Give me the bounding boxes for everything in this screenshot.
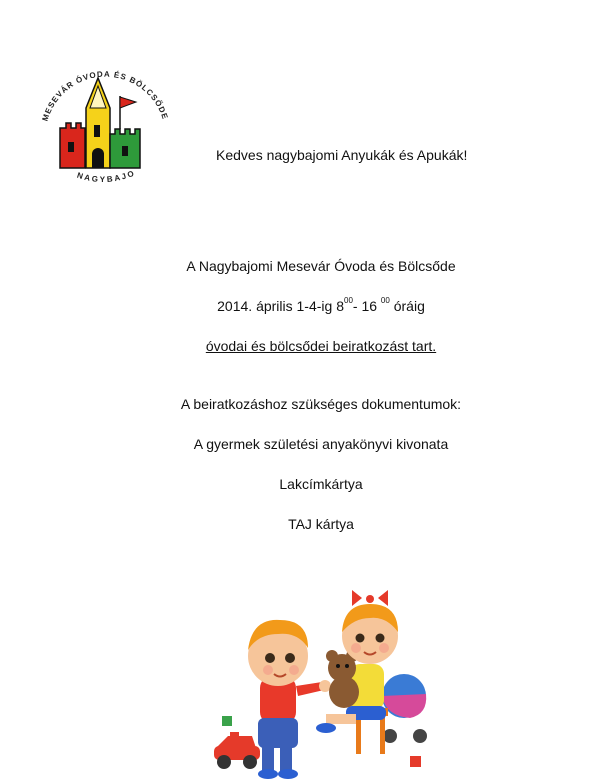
document-item: A gyermek születési anyakönyvi kivonata <box>193 436 449 452</box>
document-item: Lakcímkártya <box>279 476 363 492</box>
children-playing-illustration <box>210 586 438 782</box>
registration-event: óvodai és bölcsődei beiratkozást tart. <box>205 338 437 354</box>
svg-text:MESEVÁR ÓVODA ÉS BÖLCSŐDE: MESEVÁR ÓVODA ÉS BÖLCSŐDE <box>40 69 170 123</box>
time-end-sup: 00 <box>380 296 390 305</box>
castle-icon <box>28 50 178 200</box>
institution-name: A Nagybajomi Mesevár Óvoda és Bölcsőde <box>186 258 456 274</box>
children-icon <box>210 586 438 782</box>
documents-heading: A beiratkozáshoz szükséges dokumentumok: <box>180 396 462 412</box>
kindergarten-logo <box>28 50 178 200</box>
svg-text:NAGYBAJOM: NAGYBAJO <box>75 168 138 185</box>
time-mid: - 16 <box>352 298 378 314</box>
registration-dates <box>0 298 602 314</box>
greeting-text: Kedves nagybajomi Anyukák és Apukák! <box>216 147 468 163</box>
date-prefix: 2014. április 1-4-ig 8 <box>217 298 344 314</box>
time-start-sup: 00 <box>344 296 353 305</box>
document-item: TAJ kártya <box>288 516 354 532</box>
time-suffix: óráig <box>389 298 425 314</box>
